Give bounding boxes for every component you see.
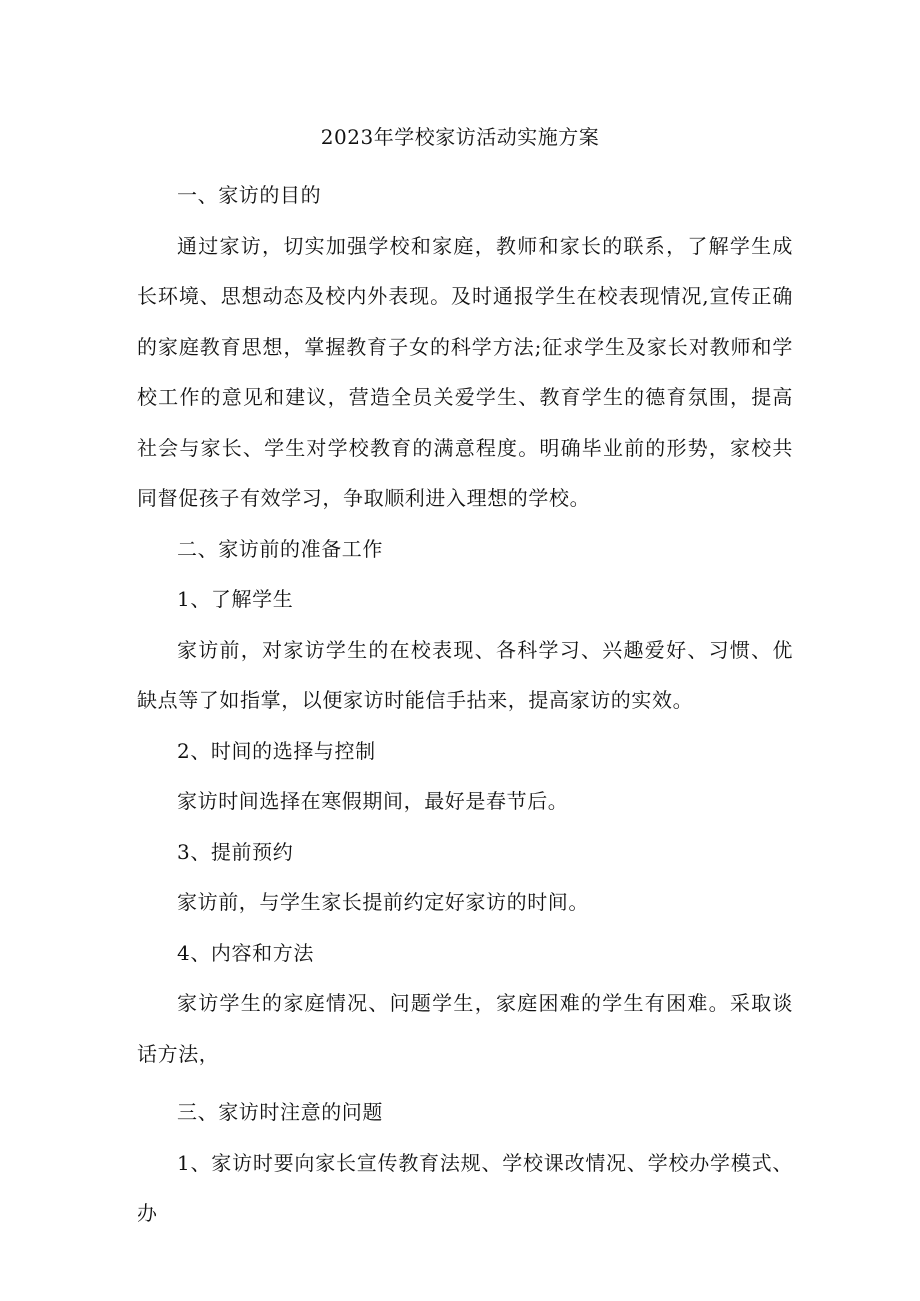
paragraph-know-students: 家访前，对家访学生的在校表现、各科学习、兴趣爱好、习惯、优缺点等了如指掌，以便家访时能信手拈来，提高家访的实效。 [137,637,793,712]
subheading-time: 2、时间的选择与控制 [177,738,376,763]
paragraph-attention-1: 1、家访时要向家长宣传教育法规、学校课改情况、学校办学模式、办 [137,1150,793,1225]
subheading-know-students: 1、了解学生 [177,587,294,611]
paragraph-time: 家访时间选择在寒假期间，最好是春节后。 [177,789,569,813]
paragraph-content-method: 家访学生的家庭情况、问题学生，家庭困难的学生有困难。采取谈话方法， [137,991,793,1066]
subheading-appointment: 3、提前预约 [177,839,294,864]
section-heading-preparation: 二、家访前的准备工作 [177,536,383,561]
paragraph-appointment: 家访前，与学生家长提前约定好家访的时间。 [177,890,589,914]
subheading-content-method: 4、内容和方法 [177,940,314,965]
section-heading-purpose: 一、家访的目的 [177,183,322,207]
document-title: 2023年学校家访活动实施方案 [320,125,600,149]
document-body [137,170,793,1239]
paragraph-purpose: 通过家访，切实加强学校和家庭，教师和家长的联系，了解学生成长环境、思想动态及校内外表现。及时通报学生在校表现情况,宣传正确的家庭教育思想，掌握教育子女的科学方法;征求学生及家长对教师和学校工作的意见和建议，营造全员关爱学生、教育学生的德育氛围，提高社会与家长、学生对学校教育的满意程度。明确毕业前的形势，家校共同督促孩子有效学习，争取顺利进入理想的学校。 [137,233,793,510]
section-heading-attention: 三、家访时注意的问题 [177,1100,383,1124]
